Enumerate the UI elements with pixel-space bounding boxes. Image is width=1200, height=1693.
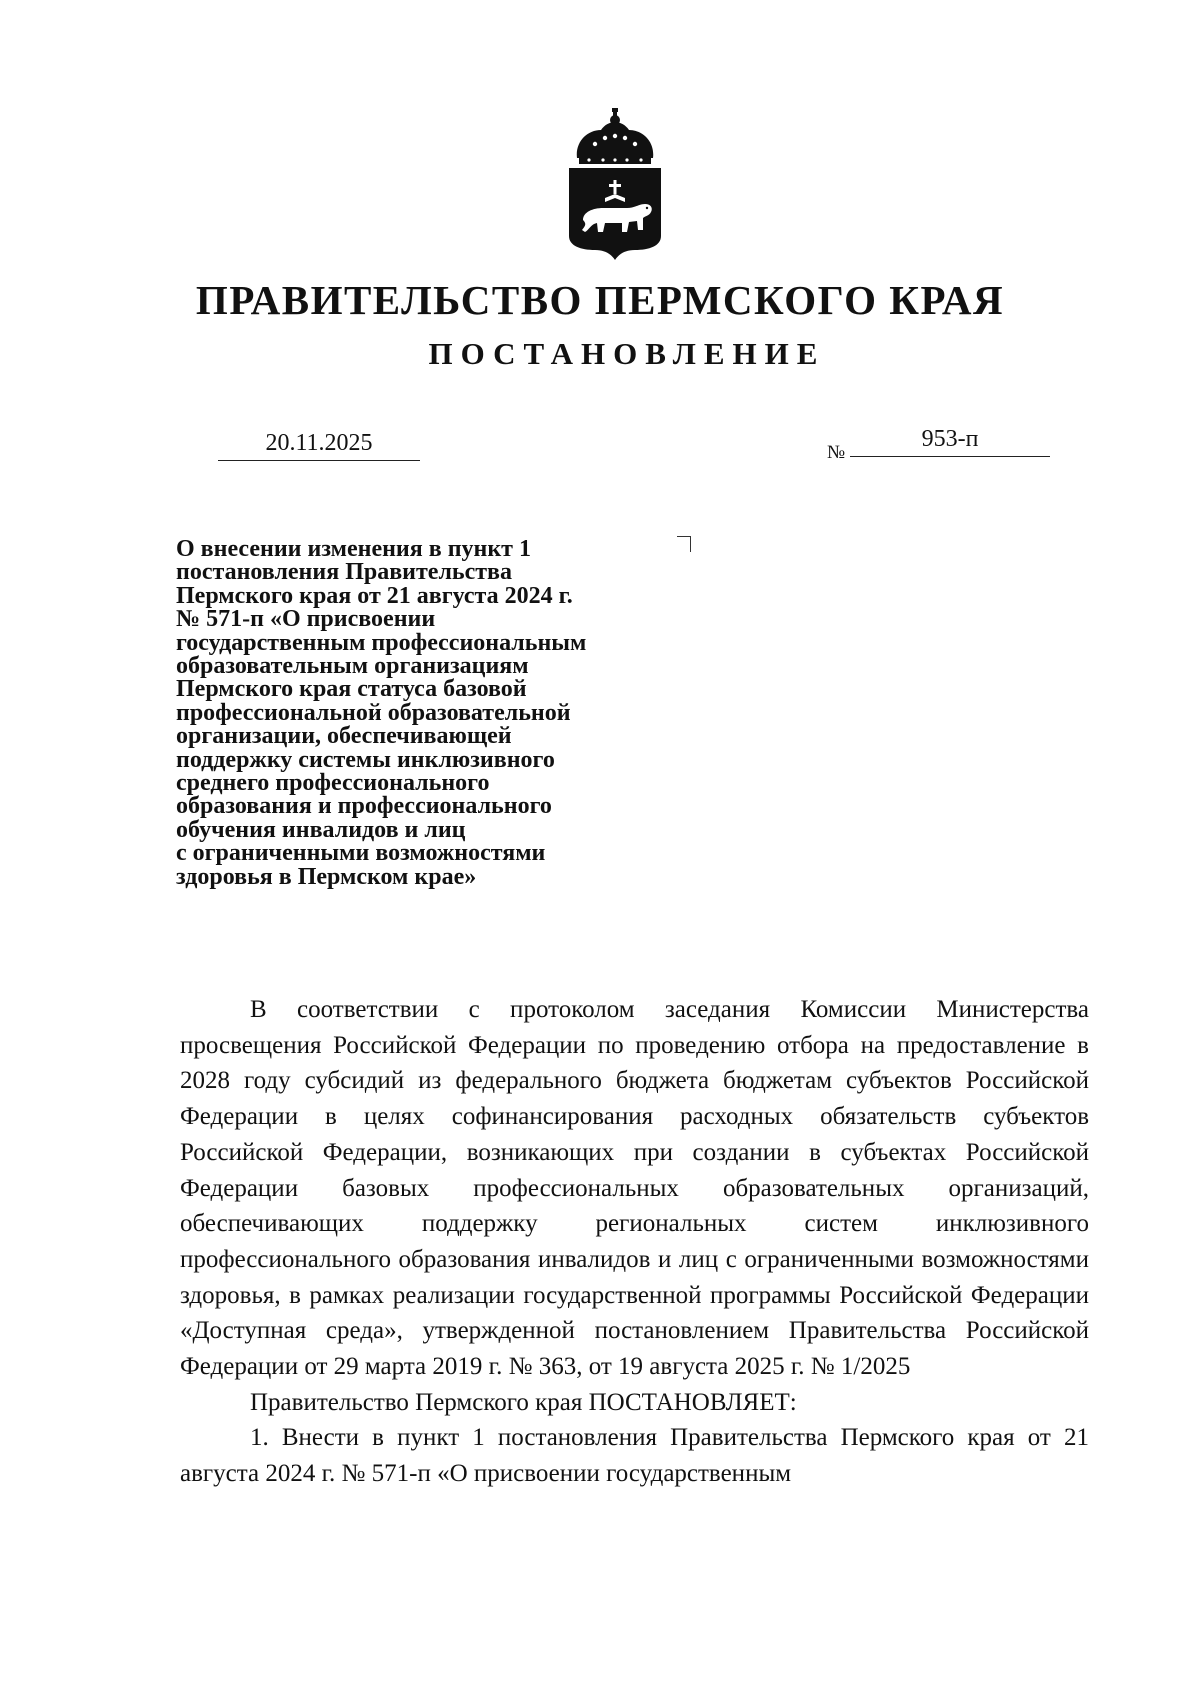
subject-line: поддержку системы инклюзивного <box>176 746 555 773</box>
item-1-paragraph: 1. Внести в пункт 1 постановления Правительства Пермского края от 21 августа 2024 г. № 571-п «О присвоении государственным <box>180 1424 1089 1488</box>
subject-line: Пермского края от 21 августа 2024 г. <box>176 582 573 609</box>
subject-line: постановления Правительства <box>176 559 512 586</box>
preamble-paragraph: В соответствии с протоколом заседания Комиссии Министерства просвещения Российской Федерации по проведению отбора на предоставление в 2028 году субсидий из федерального бюджета бюджетам субъектов Российской Федерации в целях софинансирования расходных обязательств субъектов Российской Федерации, возникающих при создании в субъектах Российской Федерации базовых профессиональных образовательных организаций, обеспечивающих поддержку региональных систем инклюзивного профессионального образования инвалидов и лиц с ограниченными возможностями здоровья, в рамках реализации государственной программы Российской Федерации «Доступная среда», утвержденной постановлением Правительства Российской Федерации от 29 марта 2019 г. № 363, от 19 августа 2025 г. № 1/2025 <box>180 996 1089 1381</box>
subject-line: образования и профессионального <box>176 793 552 820</box>
subject-line: образовательным организациям <box>176 653 529 680</box>
subject-line: здоровья в Пермском крае» <box>176 863 477 890</box>
government-name-heading: ПРАВИТЕЛЬСТВО ПЕРМСКОГО КРАЯ <box>195 277 1005 323</box>
subject-line: Пермского края статуса базовой <box>176 676 527 703</box>
document-number: 953-п <box>850 422 1050 457</box>
body-text <box>180 992 1089 1492</box>
perm-krai-coat-of-arms-icon <box>565 108 665 260</box>
subject-line: с ограниченными возможностями <box>176 840 546 867</box>
subject-block <box>176 538 696 889</box>
document-type-heading: ПОСТАНОВЛЕНИЕ <box>428 336 826 371</box>
subject-line: государственным профессиональным <box>176 629 587 656</box>
subject-line: профессиональной образовательной <box>176 699 571 726</box>
subject-line: О внесении изменения в пункт 1 <box>176 536 531 562</box>
subject-line: организации, обеспечивающей <box>176 723 512 750</box>
document-date: 20.11.2025 <box>218 426 420 461</box>
subject-line: № 571-п «О присвоении <box>176 606 436 633</box>
number-label: № <box>827 442 846 463</box>
subject-line: среднего профессионального <box>176 770 490 797</box>
resolution-paragraph: Правительство Пермского края ПОСТАНОВЛЯЕТ: <box>250 1388 797 1416</box>
subject-line: обучения инвалидов и лиц <box>176 816 466 843</box>
